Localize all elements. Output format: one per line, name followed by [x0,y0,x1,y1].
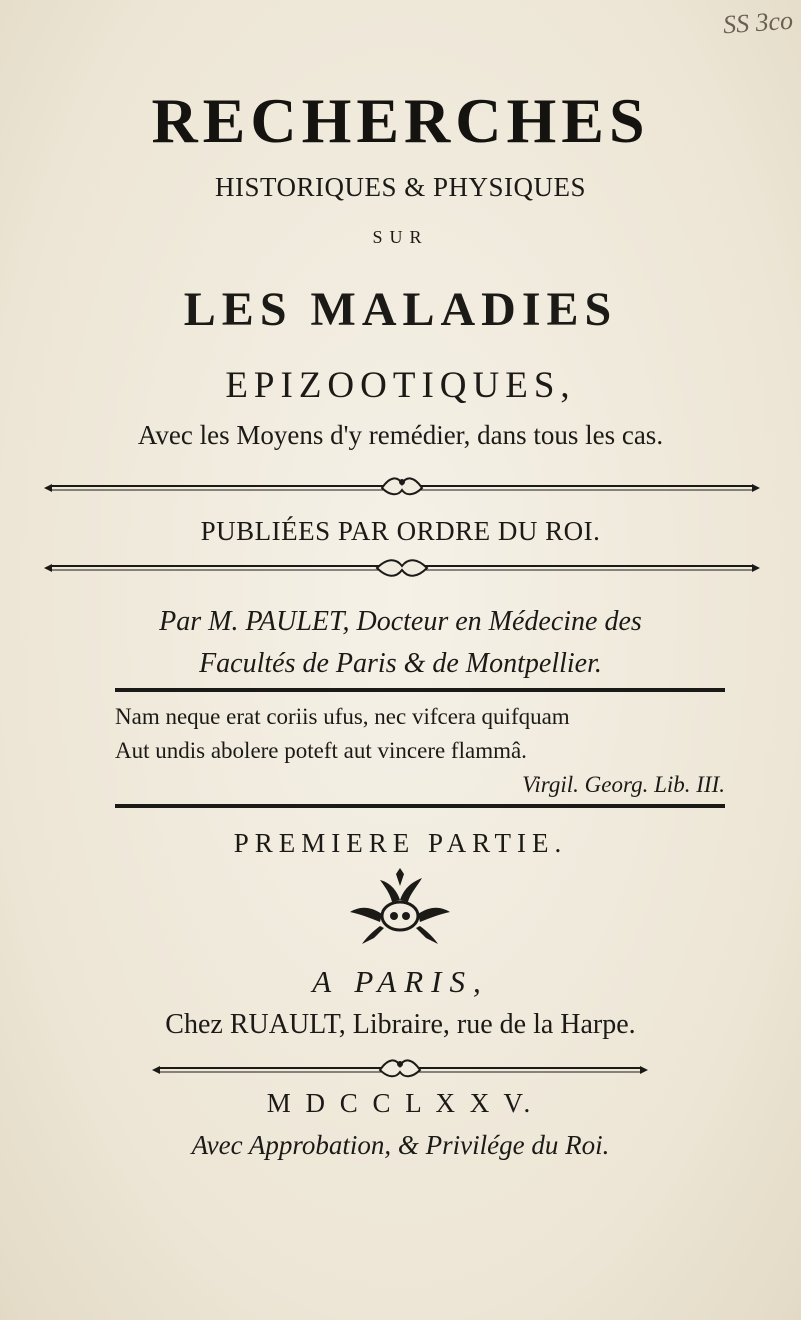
ornament-rule-bottom [150,1058,650,1082]
publication-note: PUBLIÉES PAR ORDRE DU ROI. [200,516,601,546]
author-line-2: Facultés de Paris & de Montpellier. [199,648,602,679]
subtitle-remedies: Avec les Moyens d'y remédier, dans tous les cas. [137,420,664,450]
author-line-1: Par M. PAULET, Docteur en Médecine des [159,606,642,637]
epigraph-source: Virgil. Georg. Lib. III. [522,772,725,797]
title-subject-2: EPIZOOTIQUES, [225,365,576,406]
epigraph-line-1: Nam neque erat coriis ufus, nec vifcera quifquam [115,704,570,729]
imprint-publisher: Chez RUAULT, Libraire, rue de la Harpe. [165,1009,636,1040]
title-preposition: SUR [372,227,429,247]
part-heading: PREMIERE PARTIE. [233,828,568,858]
epigraph-line-2: Aut undis abolere poteft aut vincere flammâ. [115,738,527,763]
epigraph-rule-top [115,686,725,694]
title-main: RECHERCHES [151,85,650,156]
ornament-rule-middle [42,556,762,580]
epigraph-rule-bottom [115,802,725,810]
ornament-rule-top [42,476,762,500]
imprint-privilege: Avec Approbation, & Privilége du Roi. [191,1130,610,1160]
title-subject: LES MALADIES [183,283,618,336]
fleuron-ornament-icon [340,866,460,946]
imprint-city: A PARIS, [312,964,489,999]
shelfmark-inscription: SS 3co [721,5,794,40]
title-subtitle: HISTORIQUES & PHYSIQUES [214,172,587,202]
imprint-year: M D C C L X X V. [266,1088,535,1118]
